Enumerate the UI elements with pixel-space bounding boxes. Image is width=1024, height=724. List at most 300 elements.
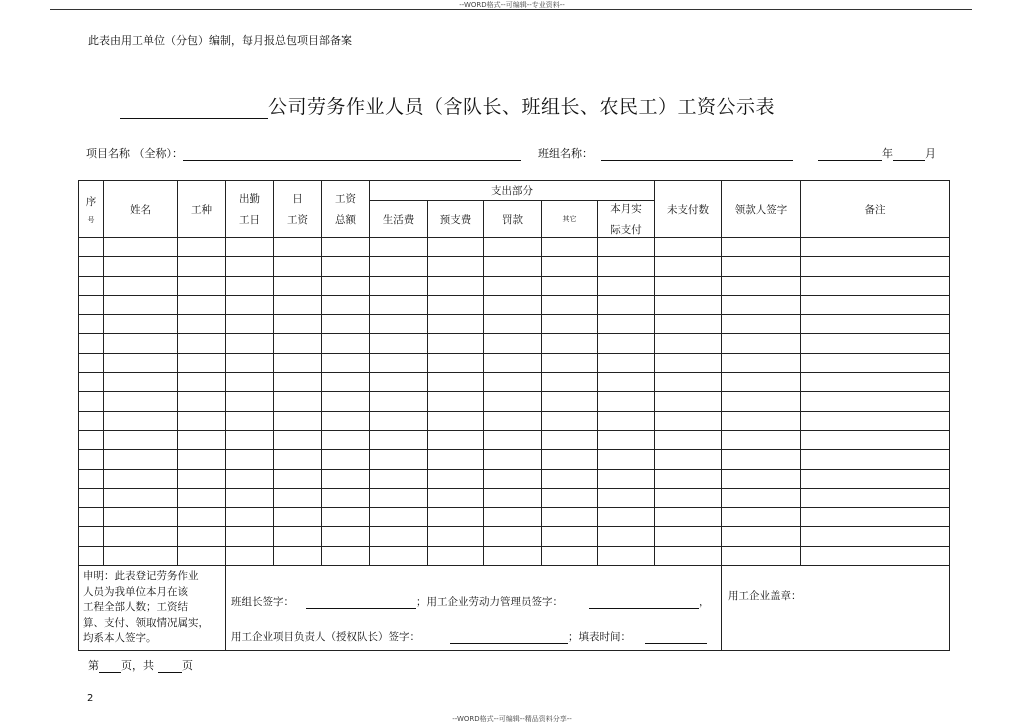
fill-time-label: ；填表时间：: [568, 631, 631, 644]
project-head-sign-label: 用工企业项目负责人（授权队长）签字：: [231, 631, 420, 644]
table-cell[interactable]: [274, 353, 322, 372]
table-cell[interactable]: [226, 315, 274, 334]
table-row: [79, 527, 950, 546]
header-total-b: 总额: [335, 214, 356, 226]
table-cell[interactable]: [598, 353, 655, 372]
table-cell[interactable]: [274, 508, 322, 527]
table-cell[interactable]: [322, 508, 370, 527]
table-cell[interactable]: [484, 392, 542, 411]
table-cell[interactable]: [370, 257, 428, 276]
table-cell[interactable]: [722, 450, 801, 469]
table-cell[interactable]: [370, 276, 428, 295]
table-cell[interactable]: [722, 430, 801, 449]
table-cell[interactable]: [178, 334, 226, 353]
table-cell[interactable]: [428, 334, 484, 353]
table-cell[interactable]: [370, 334, 428, 353]
table-cell[interactable]: [598, 469, 655, 488]
header-seq-a: 序: [85, 195, 97, 208]
table-cell[interactable]: [801, 430, 950, 449]
table-cell[interactable]: [370, 353, 428, 372]
table-cell[interactable]: [655, 508, 722, 527]
table-cell[interactable]: [655, 373, 722, 392]
table-cell[interactable]: [722, 469, 801, 488]
table-cell[interactable]: [274, 450, 322, 469]
table-cell[interactable]: [801, 315, 950, 334]
table-cell[interactable]: [801, 257, 950, 276]
filing-note: 此表由用工单位（分包）编制，每月报总包项目部备案: [88, 34, 352, 47]
table-cell[interactable]: [801, 276, 950, 295]
table-cell[interactable]: [542, 488, 598, 507]
header-remark: 备注: [801, 181, 950, 238]
table-cell[interactable]: [104, 276, 178, 295]
page-total-field[interactable]: [158, 660, 182, 673]
table-cell[interactable]: [226, 411, 274, 430]
header-paid-a: 本月实: [610, 203, 642, 215]
table-cell[interactable]: [104, 488, 178, 507]
table-cell[interactable]: [801, 527, 950, 546]
table-cell[interactable]: [274, 469, 322, 488]
table-cell[interactable]: [722, 373, 801, 392]
table-cell[interactable]: [598, 373, 655, 392]
table-cell[interactable]: [542, 373, 598, 392]
table-cell[interactable]: [370, 411, 428, 430]
table-cell[interactable]: [178, 430, 226, 449]
table-cell[interactable]: [104, 469, 178, 488]
table-cell[interactable]: [428, 353, 484, 372]
table-cell[interactable]: [274, 295, 322, 314]
page-suffix: 页: [182, 659, 193, 672]
table-cell[interactable]: [428, 315, 484, 334]
table-cell[interactable]: [484, 353, 542, 372]
table-cell[interactable]: [322, 527, 370, 546]
company-name-blank[interactable]: [120, 98, 268, 119]
table-cell[interactable]: [79, 527, 104, 546]
table-cell[interactable]: [370, 488, 428, 507]
table-cell[interactable]: [598, 334, 655, 353]
table-cell[interactable]: [801, 353, 950, 372]
table-cell[interactable]: [274, 373, 322, 392]
table-cell[interactable]: [542, 430, 598, 449]
table-cell[interactable]: [722, 411, 801, 430]
table-cell[interactable]: [104, 238, 178, 257]
table-cell[interactable]: [542, 276, 598, 295]
table-cell[interactable]: [655, 276, 722, 295]
table-cell[interactable]: [370, 469, 428, 488]
table-cell[interactable]: [178, 315, 226, 334]
table-cell[interactable]: [484, 430, 542, 449]
page-title: 公司劳务作业人员（含队长、班组长、农民工）工资公示表: [268, 96, 776, 118]
table-row: [79, 238, 950, 257]
table-cell[interactable]: [484, 257, 542, 276]
header-daily-wage: [274, 181, 322, 238]
table-cell[interactable]: [104, 508, 178, 527]
table-cell[interactable]: [104, 257, 178, 276]
table-cell[interactable]: [542, 257, 598, 276]
table-cell[interactable]: [598, 430, 655, 449]
table-cell[interactable]: [322, 450, 370, 469]
info-row: [86, 145, 936, 161]
table-cell[interactable]: [801, 546, 950, 565]
table-cell[interactable]: [79, 238, 104, 257]
table-cell[interactable]: [226, 546, 274, 565]
table-cell[interactable]: [428, 238, 484, 257]
table-cell[interactable]: [226, 508, 274, 527]
table-cell[interactable]: [722, 392, 801, 411]
table-cell[interactable]: [722, 276, 801, 295]
table-cell[interactable]: [801, 238, 950, 257]
table-cell[interactable]: [370, 315, 428, 334]
table-cell[interactable]: [428, 411, 484, 430]
table-cell[interactable]: [655, 450, 722, 469]
table-cell[interactable]: [598, 546, 655, 565]
table-row: [79, 488, 950, 507]
table-cell[interactable]: [226, 430, 274, 449]
labor-manager-sign-field[interactable]: [589, 596, 699, 609]
table-cell[interactable]: [274, 276, 322, 295]
table-cell[interactable]: [322, 411, 370, 430]
table-cell[interactable]: [542, 295, 598, 314]
table-cell[interactable]: [428, 295, 484, 314]
table-cell[interactable]: [428, 508, 484, 527]
table-cell[interactable]: [598, 508, 655, 527]
title-row: [120, 92, 775, 119]
table-cell[interactable]: [226, 238, 274, 257]
table-cell[interactable]: [484, 276, 542, 295]
table-row: [79, 334, 950, 353]
table-cell[interactable]: [226, 334, 274, 353]
table-cell[interactable]: [79, 315, 104, 334]
table-cell[interactable]: [178, 373, 226, 392]
table-cell[interactable]: [226, 276, 274, 295]
table-cell[interactable]: [104, 315, 178, 334]
table-cell[interactable]: [274, 315, 322, 334]
table-cell[interactable]: [428, 546, 484, 565]
table-cell[interactable]: [484, 546, 542, 565]
table-cell[interactable]: [655, 392, 722, 411]
table-cell[interactable]: [322, 488, 370, 507]
header-advance: 预支费: [428, 201, 484, 238]
table-cell[interactable]: [542, 527, 598, 546]
table-cell[interactable]: [79, 488, 104, 507]
table-cell[interactable]: [370, 430, 428, 449]
table-cell[interactable]: [542, 353, 598, 372]
table-cell[interactable]: [104, 373, 178, 392]
table-cell[interactable]: [226, 257, 274, 276]
table-cell[interactable]: [226, 469, 274, 488]
table-cell[interactable]: [655, 238, 722, 257]
table-cell[interactable]: [542, 508, 598, 527]
table-cell[interactable]: [79, 469, 104, 488]
table-cell[interactable]: [428, 276, 484, 295]
table-cell[interactable]: [104, 334, 178, 353]
table-cell[interactable]: [655, 315, 722, 334]
header-total-wage: [322, 181, 370, 238]
table-cell[interactable]: [178, 527, 226, 546]
table-cell[interactable]: [801, 450, 950, 469]
table-cell[interactable]: [79, 430, 104, 449]
table-cell[interactable]: [484, 508, 542, 527]
table-cell[interactable]: [274, 238, 322, 257]
table-cell[interactable]: [801, 508, 950, 527]
statement-line: 均系本人签字。: [83, 632, 157, 645]
table-cell[interactable]: [428, 469, 484, 488]
month-field[interactable]: [893, 146, 925, 161]
bottom-banner: --WORD格式--可编辑--精品资料分享--: [452, 715, 572, 723]
table-cell[interactable]: [655, 546, 722, 565]
table-cell[interactable]: [542, 469, 598, 488]
table-cell[interactable]: [428, 373, 484, 392]
table-cell[interactable]: [104, 411, 178, 430]
table-cell[interactable]: [322, 257, 370, 276]
year-field[interactable]: [818, 146, 882, 161]
project-name-label: 项目名称 （全称）：: [86, 147, 183, 160]
project-head-sign-field[interactable]: [450, 631, 568, 644]
labor-manager-sign-label: ；用工企业劳动力管理员签字：: [416, 596, 563, 609]
table-cell[interactable]: [598, 411, 655, 430]
signature-cell: [226, 566, 722, 651]
table-cell[interactable]: [428, 450, 484, 469]
table-cell[interactable]: [655, 334, 722, 353]
team-name-label: 班组名称：: [538, 147, 593, 160]
table-cell[interactable]: [178, 546, 226, 565]
table-cell[interactable]: [598, 295, 655, 314]
table-cell[interactable]: [322, 392, 370, 411]
table-cell[interactable]: [178, 411, 226, 430]
statement-cell: [79, 566, 226, 651]
table-row: [79, 469, 950, 488]
page-number-field[interactable]: [99, 660, 121, 673]
table-row: [79, 295, 950, 314]
table-cell[interactable]: [801, 488, 950, 507]
table-cell[interactable]: [722, 257, 801, 276]
table-cell[interactable]: [542, 334, 598, 353]
table-row: [79, 315, 950, 334]
table-cell[interactable]: [226, 527, 274, 546]
project-name-field[interactable]: [183, 146, 521, 161]
table-cell[interactable]: [322, 276, 370, 295]
table-cell[interactable]: [655, 257, 722, 276]
table-cell[interactable]: [428, 430, 484, 449]
table-cell[interactable]: [79, 411, 104, 430]
header-living: 生活费: [370, 201, 428, 238]
table-cell[interactable]: [722, 508, 801, 527]
table-cell[interactable]: [79, 392, 104, 411]
table-cell[interactable]: [370, 295, 428, 314]
table-cell[interactable]: [104, 546, 178, 565]
table-cell[interactable]: [178, 469, 226, 488]
table-row: [79, 373, 950, 392]
table-cell[interactable]: [274, 430, 322, 449]
table-cell[interactable]: [274, 392, 322, 411]
table-cell[interactable]: [722, 238, 801, 257]
table-cell[interactable]: [322, 334, 370, 353]
table-row: [79, 411, 950, 430]
table-cell[interactable]: [104, 527, 178, 546]
table-cell[interactable]: [428, 488, 484, 507]
header-attendance: [226, 181, 274, 238]
table-cell[interactable]: [274, 334, 322, 353]
table-cell[interactable]: [178, 353, 226, 372]
table-cell[interactable]: [370, 373, 428, 392]
table-cell[interactable]: [79, 257, 104, 276]
table-cell[interactable]: [370, 450, 428, 469]
table-cell[interactable]: [484, 373, 542, 392]
table-cell[interactable]: [322, 238, 370, 257]
table-cell[interactable]: [226, 488, 274, 507]
table-cell[interactable]: [226, 392, 274, 411]
table-cell[interactable]: [322, 546, 370, 565]
table-cell[interactable]: [79, 295, 104, 314]
table-row: [79, 276, 950, 295]
table-cell[interactable]: [79, 334, 104, 353]
header-other: 其它: [542, 201, 598, 238]
statement-line: 人员为我单位本月在该: [83, 585, 188, 598]
table-cell[interactable]: [801, 373, 950, 392]
header-daily-b: 工资: [287, 214, 308, 226]
table-cell[interactable]: [484, 450, 542, 469]
table-cell[interactable]: [722, 295, 801, 314]
table-cell[interactable]: [484, 238, 542, 257]
statement-line: 申明：此表登记劳务作业: [83, 570, 199, 583]
table-cell[interactable]: [178, 257, 226, 276]
table-cell[interactable]: [370, 546, 428, 565]
table-cell[interactable]: [655, 411, 722, 430]
table-cell[interactable]: [428, 527, 484, 546]
table-cell[interactable]: [274, 488, 322, 507]
table-cell[interactable]: [178, 450, 226, 469]
table-cell[interactable]: [801, 334, 950, 353]
header-unpaid: 未支付数: [655, 181, 722, 238]
table-cell[interactable]: [178, 276, 226, 295]
table-cell[interactable]: [655, 488, 722, 507]
table-cell[interactable]: [178, 508, 226, 527]
table-cell[interactable]: [79, 276, 104, 295]
team-name-field[interactable]: [601, 146, 793, 161]
table-cell[interactable]: [542, 392, 598, 411]
table-cell[interactable]: [484, 334, 542, 353]
table-cell[interactable]: [370, 392, 428, 411]
table-cell[interactable]: [801, 295, 950, 314]
table-cell[interactable]: [542, 315, 598, 334]
table-cell[interactable]: [801, 469, 950, 488]
table-cell[interactable]: [226, 353, 274, 372]
table-cell[interactable]: [655, 353, 722, 372]
table-cell[interactable]: [598, 257, 655, 276]
table-cell[interactable]: [484, 488, 542, 507]
table-row: [79, 508, 950, 527]
header-seq: [79, 181, 104, 238]
table-cell[interactable]: [226, 450, 274, 469]
table-cell[interactable]: [178, 488, 226, 507]
table-cell[interactable]: [722, 527, 801, 546]
table-cell[interactable]: [722, 315, 801, 334]
table-cell[interactable]: [598, 488, 655, 507]
table-cell[interactable]: [104, 430, 178, 449]
table-cell[interactable]: [79, 546, 104, 565]
table-cell[interactable]: [79, 353, 104, 372]
table-cell[interactable]: [598, 238, 655, 257]
team-leader-sign-label: 班组长签字：: [231, 596, 294, 609]
table-cell[interactable]: [542, 546, 598, 565]
fill-time-field[interactable]: [645, 631, 707, 644]
page-prefix: 第: [88, 659, 99, 672]
table-cell[interactable]: [226, 373, 274, 392]
table-cell[interactable]: [274, 546, 322, 565]
table-cell[interactable]: [178, 295, 226, 314]
header-actual-paid: [598, 201, 655, 238]
table-cell[interactable]: [542, 238, 598, 257]
table-cell[interactable]: [79, 450, 104, 469]
table-cell[interactable]: [484, 411, 542, 430]
table-cell[interactable]: [178, 392, 226, 411]
table-cell[interactable]: [322, 373, 370, 392]
table-cell[interactable]: [274, 527, 322, 546]
table-cell[interactable]: [484, 315, 542, 334]
table-cell[interactable]: [104, 353, 178, 372]
page-number: 2: [87, 693, 94, 704]
table-cell[interactable]: [655, 469, 722, 488]
table-cell[interactable]: [722, 488, 801, 507]
table-cell[interactable]: [428, 257, 484, 276]
table-cell[interactable]: [801, 392, 950, 411]
table-cell[interactable]: [104, 450, 178, 469]
table-cell[interactable]: [722, 546, 801, 565]
table-cell[interactable]: [598, 315, 655, 334]
table-cell[interactable]: [598, 392, 655, 411]
table-cell[interactable]: [104, 392, 178, 411]
table-cell[interactable]: [428, 392, 484, 411]
table-cell[interactable]: [274, 257, 322, 276]
table-row: [79, 430, 950, 449]
header-trade: 工种: [178, 181, 226, 238]
table-cell[interactable]: [274, 411, 322, 430]
header-name: 姓名: [104, 181, 178, 238]
table-cell[interactable]: [226, 295, 274, 314]
table-cell[interactable]: [598, 276, 655, 295]
table-cell[interactable]: [370, 238, 428, 257]
table-cell[interactable]: [104, 295, 178, 314]
table-cell[interactable]: [598, 450, 655, 469]
table-cell[interactable]: [655, 295, 722, 314]
table-cell[interactable]: [655, 527, 722, 546]
table-cell[interactable]: [484, 527, 542, 546]
table-cell[interactable]: [322, 295, 370, 314]
year-label: 年: [882, 147, 893, 160]
table-cell[interactable]: [484, 469, 542, 488]
table-row: [79, 353, 950, 372]
table-cell[interactable]: [484, 295, 542, 314]
table-cell[interactable]: [79, 373, 104, 392]
pagination: [88, 657, 193, 673]
table-cell[interactable]: [722, 334, 801, 353]
table-cell[interactable]: [801, 411, 950, 430]
table-cell[interactable]: [370, 508, 428, 527]
table-cell[interactable]: [79, 508, 104, 527]
table-cell[interactable]: [322, 315, 370, 334]
table-cell[interactable]: [322, 353, 370, 372]
table-row: [79, 392, 950, 411]
table-cell[interactable]: [722, 353, 801, 372]
team-leader-sign-field[interactable]: [306, 596, 416, 609]
table-cell[interactable]: [655, 430, 722, 449]
table-cell[interactable]: [542, 411, 598, 430]
table-cell[interactable]: [178, 238, 226, 257]
table-cell[interactable]: [322, 469, 370, 488]
table-cell[interactable]: [542, 450, 598, 469]
table-cell[interactable]: [370, 527, 428, 546]
table-cell[interactable]: [598, 527, 655, 546]
table-cell[interactable]: [322, 430, 370, 449]
